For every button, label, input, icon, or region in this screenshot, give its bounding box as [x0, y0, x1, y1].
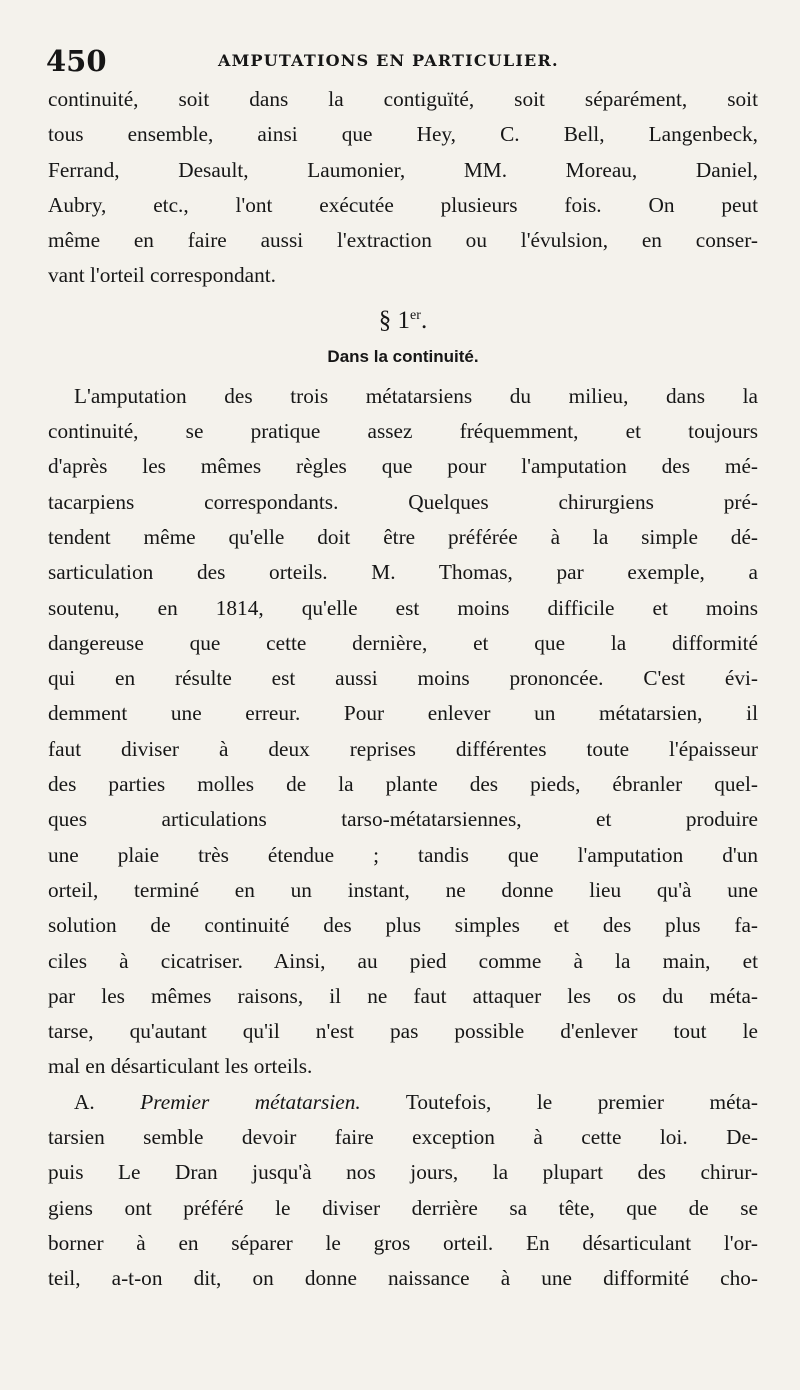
- text-line: tarsien semble devoir faire exception à cette loi. De-: [48, 1125, 758, 1150]
- text-line: sarticulation des orteils. M. Thomas, par exemple, a: [48, 560, 758, 585]
- text-line: mal en désarticulant les orteils.: [48, 1054, 313, 1079]
- section-mark-period: .: [420, 306, 428, 334]
- text-line: vant l'orteil correspondant.: [48, 263, 276, 288]
- section-mark-superscript: er: [410, 307, 421, 323]
- page-header: [46, 44, 754, 76]
- text-line: qui en résulte est aussi moins prononcée. C'est évi-: [48, 666, 758, 691]
- text-line: puis Le Dran jusqu'à nos jours, la plupart des chirur-: [48, 1160, 758, 1185]
- section-mark: [48, 295, 758, 337]
- paragraph: [48, 1085, 758, 1297]
- text-line: par les mêmes raisons, il ne faut attaquer les os du méta-: [48, 983, 758, 1008]
- text-line: d'après les mêmes règles que pour l'amputation des mé-: [48, 454, 758, 479]
- text-line: tendent même qu'elle doit être préférée à la simple dé-: [48, 524, 758, 549]
- text-line: une plaie très étendue ; tandis que l'amputation d'un: [48, 842, 758, 867]
- text-line: continuité, se pratique assez fréquemment, et toujours: [48, 419, 758, 444]
- text-line: des parties molles de la plante des pieds, ébranler quel-: [48, 772, 758, 797]
- text-line: ciles à cicatriser. Ainsi, au pied comme à la main, et: [48, 948, 758, 973]
- page-body: [48, 82, 758, 1297]
- text-line: Aubry, etc., l'ont exécutée plusieurs fois. On peut: [48, 192, 758, 217]
- text-line: ques articulations tarso-métatarsiennes, et produire: [48, 807, 758, 832]
- text-line: soutenu, en 1814, qu'elle est moins difficile et moins: [48, 595, 758, 620]
- text-line: L'amputation des trois métatarsiens du milieu, dans la: [74, 383, 758, 408]
- text-fragment: Toutefois, le premier méta-: [405, 1089, 758, 1114]
- page-number: 450: [46, 44, 107, 78]
- paragraph: [48, 379, 758, 1085]
- paragraph-heading: Premier métatarsien.: [140, 1089, 361, 1114]
- text-line: orteil, terminé en un instant, ne donne lieu qu'à une: [48, 877, 758, 902]
- intro-text: [48, 82, 758, 294]
- text-line: teil, a-t-on dit, on donne naissance à une difformité cho-: [48, 1266, 758, 1291]
- text-line: demment une erreur. Pour enlever un métatarsien, il: [48, 701, 758, 726]
- running-head: AMPUTATIONS EN PARTICULIER.: [218, 51, 559, 70]
- text-line: tarse, qu'autant qu'il n'est pas possible d'enlever tout le: [48, 1019, 758, 1044]
- text-line: dangereuse que cette dernière, et que la difformité: [48, 630, 758, 655]
- text-line: faut diviser à deux reprises différentes toute l'épaisseur: [48, 736, 758, 761]
- text-line: même en faire aussi l'extraction ou l'évulsion, en conser-: [48, 228, 758, 253]
- text-line: tous ensemble, ainsi que Hey, C. Bell, Langenbeck,: [48, 122, 758, 147]
- text-line: solution de continuité des plus simples et des plus fa-: [48, 913, 758, 938]
- text-line: Ferrand, Desault, Laumonier, MM. Moreau, Daniel,: [48, 157, 758, 182]
- text-line: borner à en séparer le gros orteil. En désarticulant l'or-: [48, 1230, 758, 1255]
- text-line: tacarpiens correspondants. Quelques chirurgiens pré-: [48, 489, 758, 514]
- section-title: Dans la continuité.: [327, 346, 479, 366]
- section-mark-text: § 1: [378, 306, 411, 334]
- text-line: [48, 1085, 758, 1120]
- text-line: continuité, soit dans la contiguïté, soit séparément, soit: [48, 87, 758, 111]
- text-line: giens ont préféré le diviser derrière sa tête, que de se: [48, 1195, 758, 1220]
- paragraph-lead: A.: [74, 1089, 95, 1114]
